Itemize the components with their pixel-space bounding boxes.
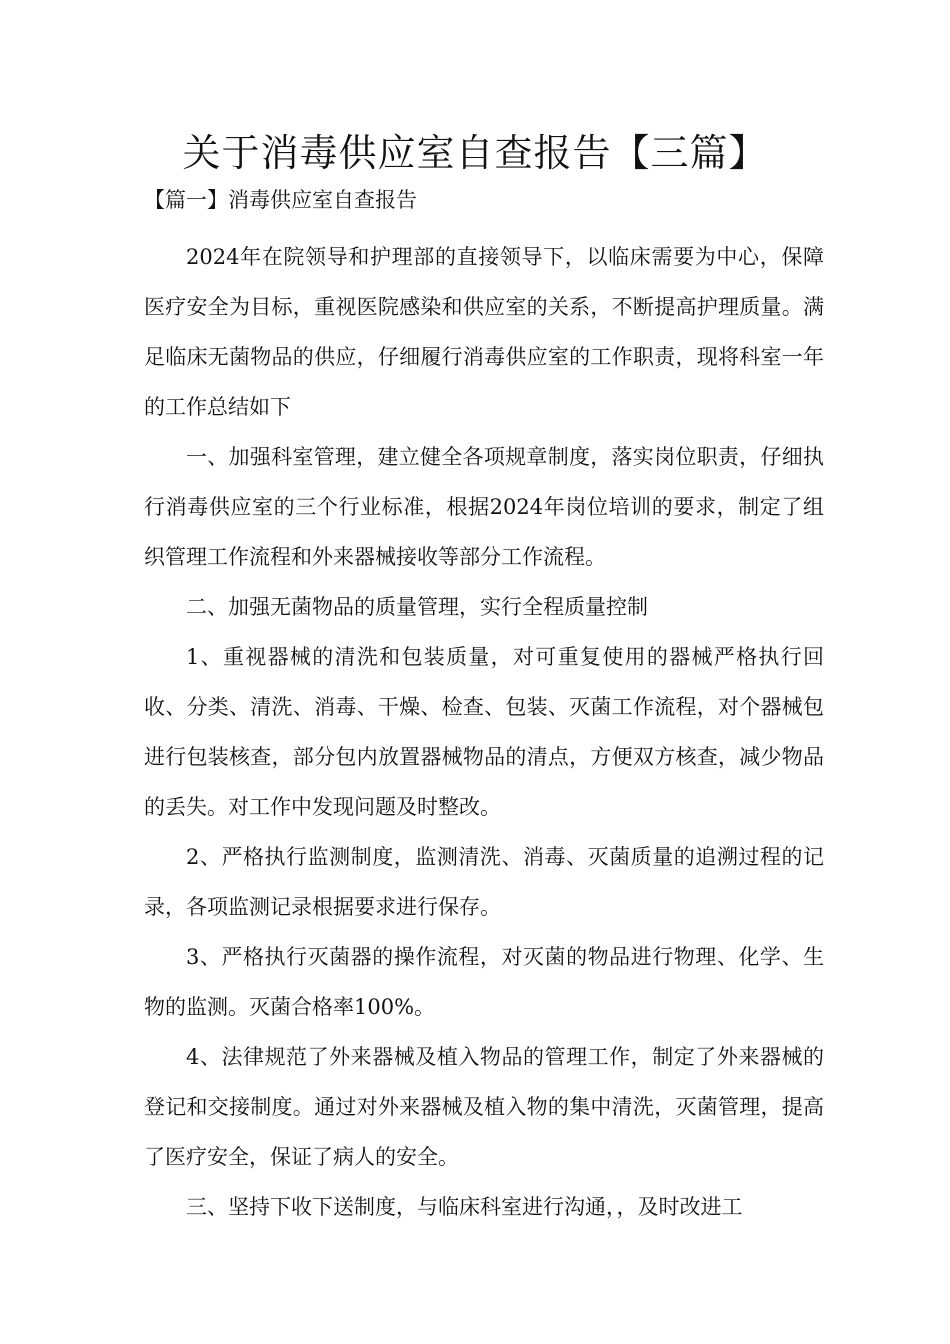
document-title: 关于消毒供应室自查报告【三篇】: [182, 131, 768, 175]
paragraph-item-1: 1、重视器械的清洗和包装质量，对可重复使用的器械严格执行回收、分类、清洗、消毒、干燥、检查、包装、灭菌工作流程，对个器械包进行包装核查，部分包内放置器械物品的清点，方便双方核查，减少物品的丢失。对工作中发现问题及时整改。: [144, 645, 824, 819]
paragraph-item-4: 4、法律规范了外来器械及植入物品的管理工作，制定了外来器械的登记和交接制度。通过对外来器械及植入物的集中清洗，灭菌管理，提高了医疗安全，保证了病人的安全。: [144, 1045, 824, 1169]
document-body: [144, 232, 824, 1232]
paragraph-section-2: 二、加强无菌物品的质量管理，实行全程质量控制: [186, 595, 648, 619]
paragraph-item-3: 3、严格执行灭菌器的操作流程，对灭菌的物品进行物理、化学、生物的监测。灭菌合格率100%。: [144, 945, 824, 1019]
paragraph-section-3: 三、坚持下收下送制度，与临床科室进行沟通，，及时改进工: [186, 1195, 743, 1219]
section-heading: 【篇一】消毒供应室自查报告: [144, 188, 417, 212]
paragraph-section-1: 一、加强科室管理，建立健全各项规章制度，落实岗位职责，仔细执行消毒供应室的三个行业标准，根据2024年岗位培训的要求，制定了组织管理工作流程和外来器械接收等部分工作流程。: [144, 445, 824, 569]
paragraph-intro: 2024年在院领导和护理部的直接领导下，以临床需要为中心，保障医疗安全为目标，重视医院感染和供应室的关系，不断提高护理质量。满足临床无菌物品的供应，仔细履行消毒供应室的工作职责，现将科室一年的工作总结如下: [144, 245, 824, 419]
paragraph-item-2: 2、严格执行监测制度，监测清洗、消毒、灭菌质量的追溯过程的记录，各项监测记录根据要求进行保存。: [144, 845, 824, 919]
